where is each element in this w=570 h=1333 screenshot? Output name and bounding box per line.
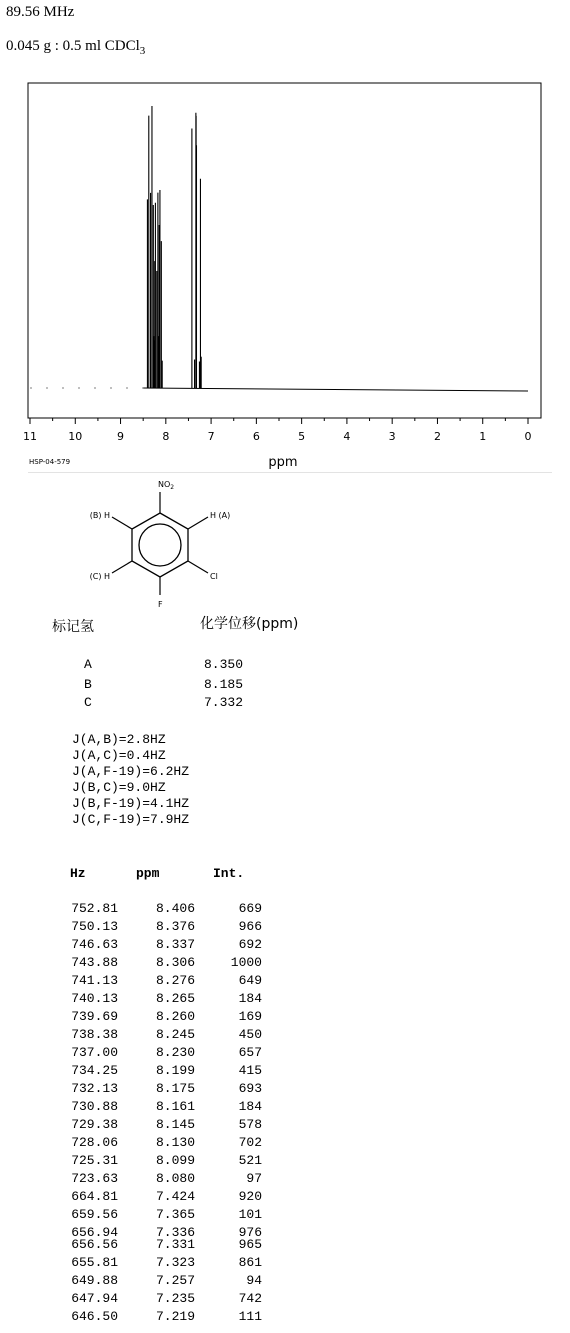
peak-hz: 655.81 — [71, 1255, 118, 1270]
peak-row — [0, 1117, 300, 1133]
peak-hz: 728.06 — [71, 1135, 118, 1150]
peak-ppm: 8.199 — [155, 1063, 195, 1078]
peak-row — [0, 1189, 300, 1205]
x-tick-label: 9 — [117, 430, 125, 443]
peak-intensity: 415 — [238, 1063, 262, 1078]
peak-hz: 649.88 — [71, 1273, 118, 1288]
peak-row — [0, 1027, 300, 1043]
peak-hz: 734.25 — [71, 1063, 118, 1078]
peak-ppm: 8.376 — [155, 919, 195, 934]
peak-intensity: 1000 — [230, 955, 262, 970]
peak-row — [0, 1309, 300, 1325]
bond-cl — [188, 561, 208, 573]
peak-intensity: 578 — [238, 1117, 262, 1132]
peak-row — [0, 1207, 300, 1223]
label-nitro: $NO_2$ — [158, 480, 175, 491]
peak-row — [0, 1009, 300, 1025]
peak-intensity: 693 — [238, 1081, 262, 1096]
peak-row — [0, 1255, 300, 1271]
peak-ppm: 8.260 — [155, 1009, 195, 1024]
peak-hz: 737.00 — [71, 1045, 118, 1060]
peak-intensity: 965 — [238, 1237, 262, 1252]
peak-hz: 752.81 — [71, 901, 118, 916]
label-ha: H (A) — [210, 511, 231, 520]
peak-ppm: 7.235 — [155, 1291, 195, 1306]
sample-text: 0.045 g : 0.5 ml CDCl — [6, 38, 140, 54]
peak-intensity: 97 — [246, 1171, 262, 1186]
peak-row — [0, 1237, 300, 1253]
peak-row — [0, 1291, 300, 1307]
peak-ppm: 8.265 — [155, 991, 195, 1006]
peak-ppm: 8.276 — [155, 973, 195, 988]
assignment-label: B — [84, 677, 92, 692]
sample-concentration — [6, 38, 145, 57]
peak-ppm: 7.336 — [155, 1225, 195, 1240]
x-tick-label: 7 — [207, 430, 215, 443]
coupling-constant: J(B,F-19)=4.1HZ — [72, 796, 190, 811]
peak-hz: 647.94 — [71, 1291, 118, 1306]
bond-hb — [112, 517, 132, 529]
assignment-shift: 7.332 — [204, 695, 244, 710]
peak-header-hz: Hz — [70, 866, 86, 881]
peak-hz: 656.94 — [71, 1225, 118, 1240]
x-tick-label: 11 — [23, 430, 37, 443]
x-tick-label: 8 — [162, 430, 170, 443]
peak-intensity: 657 — [238, 1045, 262, 1060]
peak-ppm: 8.406 — [155, 901, 195, 916]
peak-row — [0, 919, 300, 935]
peak-hz: 730.88 — [71, 1099, 118, 1114]
peak-row — [0, 991, 300, 1007]
peak-hz: 750.13 — [71, 919, 118, 934]
peak-intensity: 111 — [238, 1309, 262, 1324]
peak-intensity: 101 — [238, 1207, 262, 1222]
peak-ppm: 7.331 — [155, 1237, 195, 1252]
column-header-labeled-h: 标记氢 — [52, 619, 94, 635]
peak-intensity: 742 — [238, 1291, 262, 1306]
coupling-constants — [72, 732, 189, 828]
peak-intensity: 649 — [238, 973, 262, 988]
peak-intensity: 450 — [238, 1027, 262, 1042]
peak-header-ppm: ppm — [136, 866, 160, 881]
peak-hz: 740.13 — [71, 991, 118, 1006]
peak-ppm: 8.337 — [155, 937, 195, 952]
peak-row — [0, 937, 300, 953]
peak-hz: 659.56 — [71, 1207, 118, 1222]
peak-hz: 732.13 — [71, 1081, 118, 1096]
peak-row — [0, 1099, 300, 1115]
peak-intensity: 920 — [238, 1189, 262, 1204]
peak-ppm: 8.099 — [155, 1153, 195, 1168]
sample-subscript: 3 — [139, 45, 146, 57]
peak-hz: 746.63 — [71, 937, 118, 952]
peak-row — [0, 973, 300, 989]
peak-row — [0, 901, 300, 917]
peak-ppm: 8.130 — [155, 1135, 195, 1150]
x-tick-label: 1 — [479, 430, 487, 443]
peak-hz: 729.38 — [71, 1117, 118, 1132]
peak-row — [0, 1273, 300, 1289]
plot-frame — [28, 83, 541, 418]
coupling-constant: J(B,C)=9.0HZ — [72, 780, 166, 795]
assignment-shift: 8.350 — [204, 657, 244, 672]
benzene-ring — [132, 513, 188, 577]
peak-hz: 739.69 — [71, 1009, 118, 1024]
peak-intensity: 184 — [238, 991, 262, 1006]
x-axis-tick-labels — [23, 430, 532, 443]
peak-intensity: 669 — [238, 901, 262, 916]
peak-row — [0, 1135, 300, 1151]
peak-hz: 738.38 — [71, 1027, 118, 1042]
peak-hz: 725.31 — [71, 1153, 118, 1168]
peak-ppm: 7.323 — [155, 1255, 195, 1270]
peak-hz: 646.50 — [71, 1309, 118, 1324]
peak-ppm: 7.365 — [155, 1207, 195, 1222]
spectrum-peaks — [147, 106, 201, 388]
nmr-spectrum-chart — [0, 70, 570, 470]
coupling-constant: J(A,F-19)=6.2HZ — [72, 764, 190, 779]
divider — [28, 472, 552, 473]
molecule-structure — [70, 475, 270, 615]
peak-ppm: 7.257 — [155, 1273, 195, 1288]
label-f: F — [158, 600, 163, 609]
peak-intensity: 861 — [238, 1255, 262, 1270]
aromatic-circle — [139, 524, 181, 566]
spectrometer-frequency: 89.56 MHz — [6, 4, 75, 20]
bond-hc — [112, 561, 132, 573]
peak-intensity: 966 — [238, 919, 262, 934]
x-tick-label: 10 — [68, 430, 83, 443]
peak-intensity: 184 — [238, 1099, 262, 1114]
x-tick-label: 2 — [433, 430, 441, 443]
label-hb: (B) H — [89, 511, 110, 520]
peak-ppm: 8.230 — [155, 1045, 195, 1060]
x-tick-label: 6 — [252, 430, 260, 443]
peak-intensity: 976 — [238, 1225, 262, 1240]
peak-ppm: 7.424 — [155, 1189, 195, 1204]
peak-ppm: 7.219 — [155, 1309, 195, 1324]
column-header-chemical-shift: 化学位移(ppm) — [200, 616, 299, 632]
coupling-constant: J(A,B)=2.8HZ — [72, 732, 166, 747]
peak-ppm: 8.080 — [155, 1171, 195, 1186]
peak-hz: 664.81 — [71, 1189, 118, 1204]
peak-row — [0, 1081, 300, 1097]
peak-ppm: 8.245 — [155, 1027, 195, 1042]
peak-intensity: 702 — [238, 1135, 262, 1150]
x-tick-label: 0 — [524, 430, 532, 443]
peak-ppm: 8.145 — [155, 1117, 195, 1132]
assignment-label: C — [84, 695, 92, 710]
assignment-shift: 8.185 — [204, 677, 244, 692]
peak-hz: 723.63 — [71, 1171, 118, 1186]
peak-row — [0, 1045, 300, 1061]
baseline-line — [143, 388, 528, 391]
x-axis-label: ppm — [268, 455, 298, 470]
peak-row — [0, 955, 300, 971]
coupling-constant: J(C,F-19)=7.9HZ — [72, 812, 190, 827]
assignment-label: A — [84, 657, 92, 672]
bond-ha — [188, 517, 208, 529]
peak-hz: 743.88 — [71, 955, 118, 970]
coupling-constant: J(A,C)=0.4HZ — [72, 748, 166, 763]
label-hc: (C) H — [89, 572, 110, 581]
spectrum-baseline — [30, 388, 528, 391]
label-cl: Cl — [210, 572, 218, 581]
peak-intensity: 94 — [246, 1273, 262, 1288]
peak-ppm: 8.175 — [155, 1081, 195, 1096]
peak-row — [0, 1153, 300, 1169]
peak-row — [0, 1063, 300, 1079]
x-axis-ticks — [30, 418, 528, 424]
peak-intensity: 692 — [238, 937, 262, 952]
peak-header-int: Int. — [213, 866, 245, 881]
x-tick-label: 4 — [343, 430, 351, 443]
peak-intensity: 521 — [238, 1153, 262, 1168]
peak-ppm: 8.306 — [155, 955, 195, 970]
peak-hz: 741.13 — [71, 973, 118, 988]
spectrum-code: HSP-04-579 — [29, 458, 71, 466]
peak-row — [0, 1171, 300, 1187]
peak-hz: 656.56 — [71, 1237, 118, 1252]
peak-intensity: 169 — [238, 1009, 262, 1024]
x-tick-label: 5 — [298, 430, 306, 443]
x-tick-label: 3 — [388, 430, 396, 443]
peak-ppm: 8.161 — [155, 1099, 195, 1114]
